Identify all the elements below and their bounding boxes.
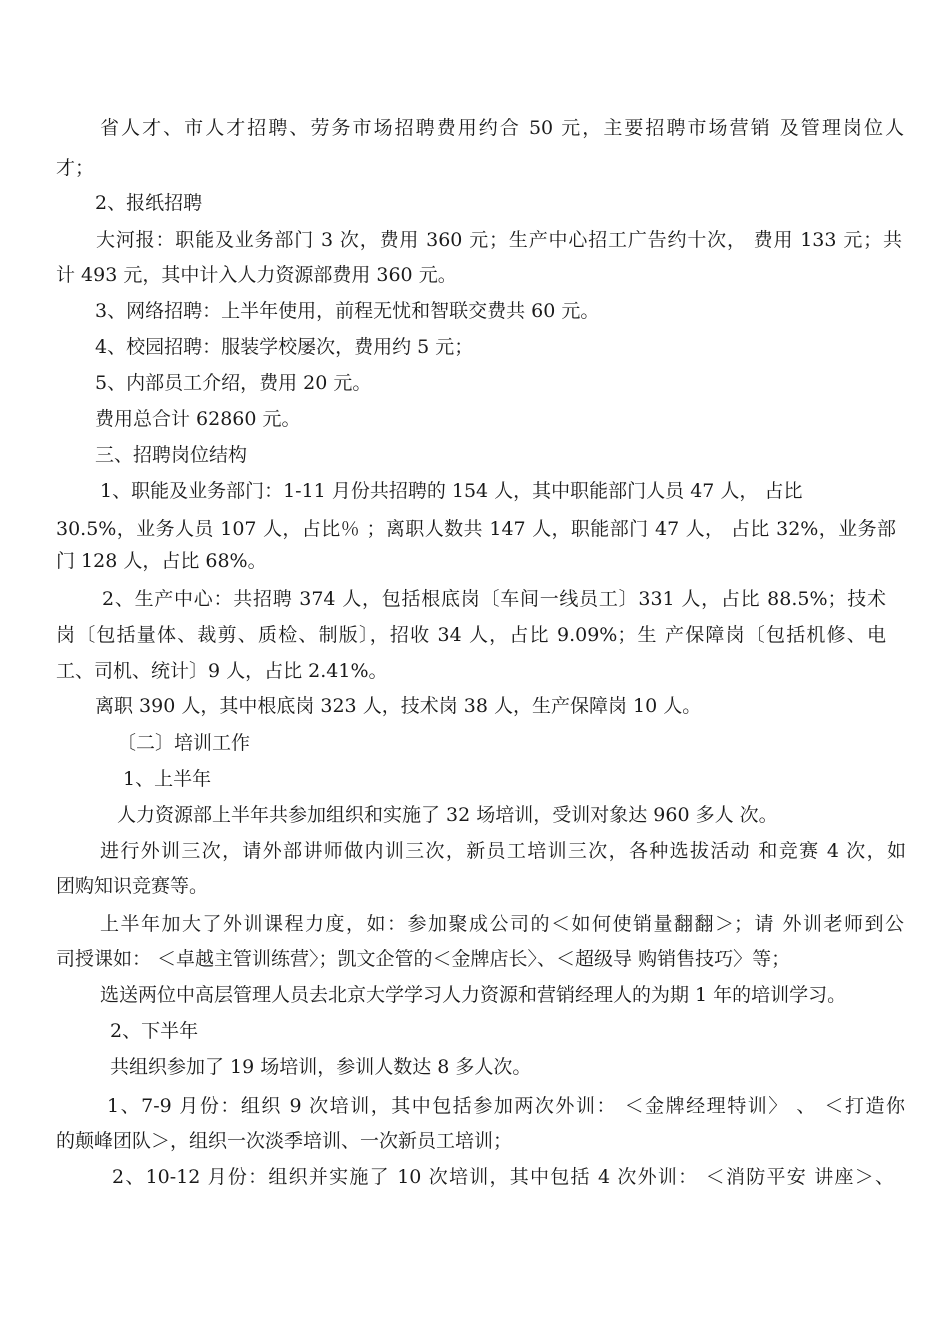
paragraph-line: 2、生产中心：共招聘 374 人，包括根底岗〔车间一线员工〕331 人，占比 88.5%；技术 (102, 588, 886, 610)
paragraph-line: 选送两位中高层管理人员去北京大学学习人力资源和营销经理人的为期 1 年的培训学习。 (100, 984, 847, 1006)
paragraph-line: 1、职能及业务部门：1-11 月份共招聘的 154 人，其中职能部门人员 47 人， 占比 (100, 480, 803, 502)
paragraph-line: 上半年加大了外训课程力度，如：参加聚成公司的＜如何使销量翻翻＞；请 外训老师到公 (100, 913, 904, 935)
section-heading: 2、下半年 (110, 1020, 199, 1042)
paragraph-line: 工、司机、统计〕9 人，占比 2.41%。 (56, 660, 388, 682)
paragraph-line: 3、网络招聘：上半年使用，前程无忧和智联交费共 60 元。 (95, 300, 600, 322)
section-heading: 2、报纸招聘 (95, 192, 203, 214)
section-heading: 三、招聘岗位结构 (95, 444, 248, 466)
paragraph-line: 岗〔包括量体、裁剪、质检、制版〕，招收 34 人，占比 9.09%；生 产保障岗〔包括机修、电 (56, 624, 886, 646)
paragraph-line: 2、10-12 月份：组织并实施了 10 次培训，其中包括 4 次外训： ＜消防平安 讲座＞、 (112, 1166, 894, 1188)
paragraph-line: 的颠峰团队＞，组织一次淡季培训、一次新员工培训； (56, 1130, 513, 1152)
paragraph-line: 司授课如： ＜卓越主管训练营〉；凯文企管的＜金牌店长〉、＜超级导 购销售技巧〉等； (56, 948, 791, 970)
paragraph-line: 大河报：职能及业务部门 3 次，费用 360 元；生产中心招工广告约十次， 费用 133 元；共 (96, 229, 902, 251)
paragraph-line: 4、校园招聘：服装学校屡次，费用约 5 元； (95, 336, 474, 358)
paragraph-line: 1、7-9 月份：组织 9 次培训，其中包括参加两次外训： ＜金牌经理特训〉 、 ＜打造你 (107, 1095, 905, 1117)
section-heading: 1、上半年 (123, 768, 212, 790)
paragraph-line: 共组织参加了 19 场培训，参训人数达 8 多人次。 (110, 1056, 532, 1078)
paragraph-line: 5、内部员工介绍，费用 20 元。 (95, 372, 372, 394)
paragraph-line: 团购知识竞赛等。 (56, 875, 209, 897)
paragraph-line: 才； (56, 157, 95, 179)
paragraph-line: 省人才、市人才招聘、劳务市场招聘费用约合 50 元，主要招聘市场营销 及管理岗位人 (100, 117, 904, 139)
paragraph-line: 人力资源部上半年共参加组织和实施了 32 场培训，受训对象达 960 多人 次。 (117, 804, 778, 826)
paragraph-line: 计 493 元，其中计入人力资源部费用 360 元。 (56, 264, 457, 286)
paragraph-line: 门 128 人，占比 68%。 (56, 550, 267, 572)
paragraph-line: 离职 390 人，其中根底岗 323 人，技术岗 38 人，生产保障岗 10 人。 (95, 695, 702, 717)
paragraph-line: 30.5%，业务人员 107 人，占比％ ；离职人数共 147 人，职能部门 47 人， 占比 32%，业务部 (56, 518, 896, 540)
paragraph-line: 费用总合计 62860 元。 (95, 408, 301, 430)
paragraph-line: 进行外训三次，请外部讲师做内训三次，新员工培训三次，各种选拔活动 和竞赛 4 次，如 (100, 840, 906, 862)
section-heading: 〔二〕培训工作 (117, 732, 251, 754)
